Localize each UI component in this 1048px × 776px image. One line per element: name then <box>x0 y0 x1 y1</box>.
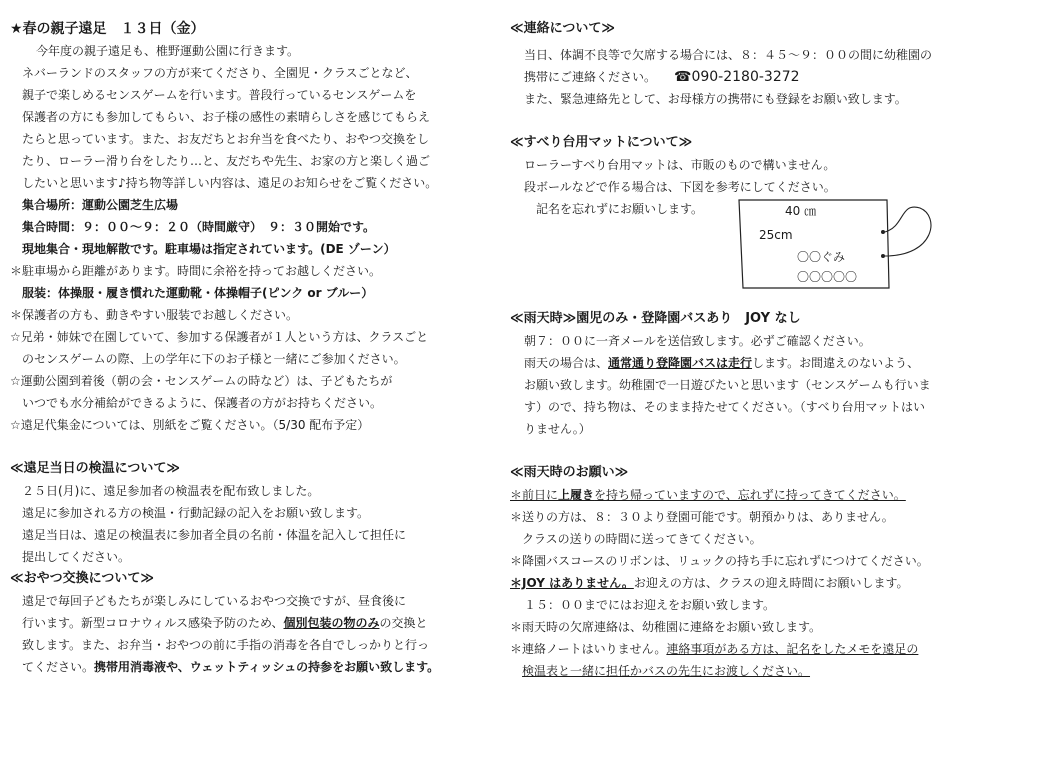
intro-line-5: たらと思っています。また、お友だちとお弁当を食べたり、おやつ交換をし <box>22 132 430 146</box>
request-line-7: ＊雨天時の欠席連絡は、幼稚園に連絡をお願い致します。 <box>510 620 822 634</box>
mat-name-label: 〇〇〇〇〇 <box>797 270 858 284</box>
snack-bold: 携帯用消毒液や、ウェットティッシュの持参をお願い致します。 <box>94 660 440 674</box>
contact-heading: ≪連絡について≫ <box>510 21 615 36</box>
water-note-1: ☆運動公園到着後（朝の会・センスゲームの時など）は、子どもたちが <box>10 374 393 388</box>
request-text-a: ＊前日に <box>510 488 559 502</box>
snack-line-4 <box>22 656 439 678</box>
health-line-1: ２５日(月)に、遠足参加者の検温表を配布致しました。 <box>22 484 320 498</box>
contact-line-2 <box>524 66 800 88</box>
sibling-note-1: ☆兄弟・姉妹で在園していて、参加する保護者が１人という方は、クラスごと <box>10 330 429 344</box>
meeting-time: 集合時間：９：００～９：２０（時間厳守） ９：３０開始です。 <box>22 220 376 234</box>
parking-note: ＊駐車場から距離があります。時間に余裕を持ってお越しください。 <box>10 264 382 278</box>
mat-height-label: 25cm <box>759 228 793 242</box>
fee-note: ☆遠足代集金については、別紙をご覧ください。（5/30 配布予定） <box>10 418 370 432</box>
request-text-c: を持ち帰っていますので、忘れずに持ってきてください。 <box>594 488 906 502</box>
phone-number: ☎090-2180-3272 <box>674 69 800 85</box>
request-line-4: ＊降園バスコースのリボンは、リュックの持ち手に忘れずにつけてください。 <box>510 554 929 568</box>
mat-line-1: ローラーすべり台用マットは、市販のもので構いません。 <box>524 158 836 172</box>
snack-emphasis: 個別包装の物のみ <box>283 616 380 630</box>
mat-heading: ≪すべり台用マットについて≫ <box>510 135 693 150</box>
sibling-note-2: のセンスゲームの際、上の学年に下のお子様と一緒にご参加ください。 <box>22 352 406 366</box>
health-heading: ≪遠足当日の検温について≫ <box>10 461 180 476</box>
request-line-1 <box>510 484 906 506</box>
mat-diagram <box>735 196 960 294</box>
intro-line-1: 今年度の親子遠足も、椎野運動公園に行きます。 <box>36 44 300 58</box>
snack-heading: ≪おやつ交換について≫ <box>10 571 154 586</box>
health-line-3: 遠足当日は、遠足の検温表に参加者全員の名前・体温を記入して担任に <box>22 528 407 542</box>
mat-line-3: 記名を忘れずにお願いします。 <box>536 202 704 216</box>
request-line-5 <box>510 572 909 594</box>
rain-line-3: お願い致します。幼稚園で一日遊びたいと思います（センスゲームも行いま <box>524 378 931 392</box>
intro-line-4: 保護者の方にも参加してもらい、お子様の感性の素晴らしさを感じてもらえ <box>22 110 431 124</box>
mat-line-2: 段ボールなどで作る場合は、下図を参考にしてください。 <box>524 180 836 194</box>
clothes-note: ＊保護者の方も、動きやすい服装でお越しください。 <box>10 308 299 322</box>
request-memo: 連絡事項がある方は、記名をしたメモを遠足の <box>666 642 919 656</box>
rain-text-c: します。お間違えのないよう、 <box>752 356 920 370</box>
rain-line-2 <box>524 352 919 374</box>
request-line-8 <box>510 638 918 660</box>
meeting-info: 現地集合・現地解散です。駐車場は指定されています。(DE ゾーン） <box>22 242 396 256</box>
snack-text-d: てください。 <box>22 660 95 674</box>
request-heading: ≪雨天時のお願い≫ <box>510 465 629 480</box>
snack-line-2 <box>22 612 428 634</box>
health-line-2: 遠足に参加される方の検温・行動記録の記入をお願い致します。 <box>22 506 370 520</box>
intro-line-6: たり、ローラー滑り台をしたり…と、友だちや先生、お家の方と楽しく過ご <box>22 154 431 168</box>
request-joy: ＊JOY はありません。 <box>510 576 634 590</box>
intro-line-2: ネバーランドのスタッフの方が来てくださり、全園児・クラスごとなど、 <box>22 66 418 80</box>
request-line-9: 検温表と一緒に担任かバスの先生にお渡しください。 <box>522 664 811 678</box>
water-note-2: いつでも水分補給ができるように、保護者の方がお持ちください。 <box>22 396 383 410</box>
mat-rope <box>885 207 931 256</box>
snack-line-1: 遠足で毎回子どもたちが楽しみにしているおやつ交換ですが、昼食後に <box>22 594 407 608</box>
request-line-6: １５：００までにはお迎えをお願い致します。 <box>524 598 776 612</box>
request-line-3: クラスの送りの時間に送ってきてください。 <box>522 532 762 546</box>
contact-line-1: 当日、体調不良等で欠席する場合には、８：４５～９：００の間に幼稚園の <box>524 48 933 62</box>
snack-text-a: 行います。新型コロナウィルス感染予防のため、 <box>22 616 284 630</box>
mat-class-label: 〇〇ぐみ <box>797 250 846 264</box>
mat-hole-1 <box>881 230 885 234</box>
request-text-d: ＊連絡ノートはいりません。 <box>510 642 667 656</box>
health-line-4: 提出してください。 <box>22 550 131 564</box>
contact-line-3: また、緊急連絡先として、お母様方の携帯にも登録をお願い致します。 <box>524 92 907 106</box>
clothes-info: 服装：体操服・履き慣れた運動靴・体操帽子(ピンク or ブルー） <box>22 286 374 300</box>
intro-line-3: 親子で楽しめるセンスゲームを行います。普段行っているセンスゲームを <box>22 88 417 102</box>
snack-line-3: 致します。また、お弁当・おやつの前に手指の消毒を各自でしっかりと行っ <box>22 638 430 652</box>
snack-text-c: の交換と <box>379 616 428 630</box>
rain-emphasis: 通常通り登降園バスは走行 <box>608 356 753 370</box>
contact-text: 携帯にご連絡ください。 <box>524 70 657 84</box>
mat-hole-2 <box>881 254 885 258</box>
meeting-place: 集合場所：運動公園芝生広場 <box>22 198 179 212</box>
page-title: ★春の親子遠足 １３日（金） <box>10 21 205 37</box>
rain-text-a: 雨天の場合は、 <box>524 356 609 370</box>
rain-line-5: りません。） <box>524 422 591 436</box>
rain-line-1: 朝７：００に一斉メールを送信致します。必ずご確認ください。 <box>524 334 871 348</box>
rain-heading: ≪雨天時≫園児のみ・登降園バスあり JOY なし <box>510 311 801 326</box>
rain-line-4: す）ので、持ち物は、そのまま持たせてください。（すべり台用マットはい <box>524 400 926 414</box>
request-pickup: お迎えの方は、クラスの迎え時間にお願いします。 <box>633 576 909 590</box>
intro-line-7: したいと思います♪持ち物等詳しい内容は、遠足のお知らせをご覧ください。 <box>22 176 438 190</box>
mat-width-label: 40 ㎝ <box>785 204 817 218</box>
request-emphasis: 上履き <box>558 488 595 502</box>
request-line-2: ＊送りの方は、８：３０より登園可能です。朝預かりは、ありません。 <box>510 510 894 524</box>
